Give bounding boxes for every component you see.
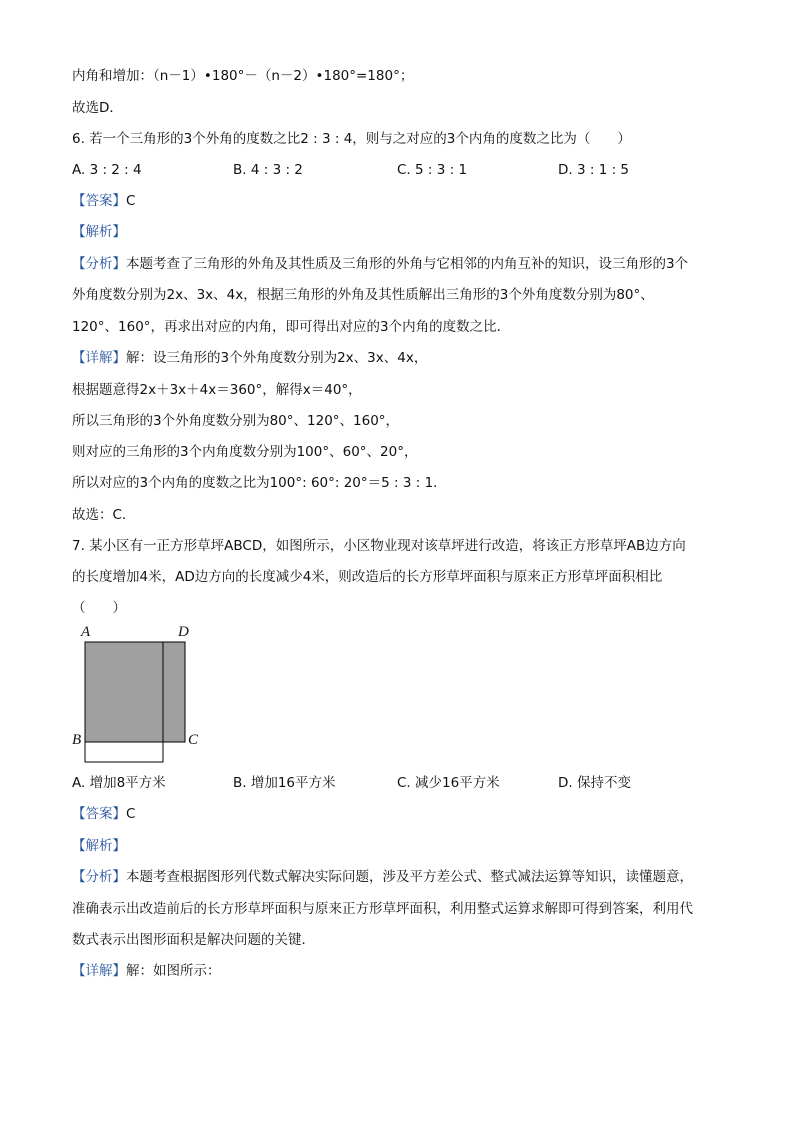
answer-tag: 【答案】 [72, 806, 126, 822]
vertex-a-label: A [81, 624, 91, 640]
text-line: 内角和增加：（n－1）•180°－（n－2）•180°=180°； [72, 68, 414, 84]
q7-fenxi-2: 准确表示出改造前后的长方形草坪面积与原来正方形草坪面积，利用整式运算求解即可得到答案，利用代 [72, 901, 693, 917]
xiangjie-tag: 【详解】 [72, 350, 126, 366]
vertex-d-label: D [178, 624, 189, 640]
q6-option-b: B. 4 : 3 : 2 [233, 162, 303, 178]
q6-xiangjie-5: 所以对应的3个内角的度数之比为100°: 60°: 20°＝5 : 3 : 1． [72, 475, 447, 491]
fenxi-text: 本题考查了三角形的外角及其性质及三角形的外角与它相邻的内角互补的知识，设三角形的3个 [126, 256, 689, 272]
analysis-tag: 【解析】 [72, 838, 126, 854]
q6-option-c: C. 5 : 3 : 1 [397, 162, 468, 178]
q6-xiangjie-4: 则对应的三角形的3个内角度数分别为100°、60°、20°， [72, 444, 418, 460]
q6-conclusion: 故选：C． [72, 507, 136, 523]
question-7-stem-3: （ ） [72, 600, 126, 616]
vertex-b-label: B [72, 732, 82, 748]
xiangjie-text: 解：如图所示： [126, 963, 221, 979]
q7-option-a: A. 增加8平方米 [72, 775, 166, 791]
question-7-stem-2: 的长度增加4米，AD边方向的长度减少4米，则改造后的长方形草坪面积与原来正方形草坪面积相比 [72, 569, 663, 585]
text-line: 故选D． [72, 100, 123, 116]
q6-fenxi-3: 120°、160°，再求出对应的内角，即可得出对应的3个内角的度数之比． [72, 319, 511, 335]
vertex-c-label: C [188, 732, 199, 748]
q6-xiangjie-3: 所以三角形的3个外角度数分别为80°、120°、160°， [72, 413, 400, 429]
q7-fenxi-1 [72, 867, 693, 887]
square-lawn-figure [70, 624, 210, 774]
q6-xiangjie-2: 根据题意得2x＋3x＋4x＝360°，解得x＝40°， [72, 382, 362, 398]
question-6-stem: 6. 若一个三角形的3个外角的度数之比2 : 3 : 4，则与之对应的3个内角的度数之比为（ ） [72, 131, 631, 147]
extension-rectangle [85, 742, 163, 762]
xiangjie-text: 解：设三角形的3个外角度数分别为2x、3x、4x， [126, 350, 428, 366]
q6-analysis-heading [72, 222, 126, 242]
xiangjie-tag: 【详解】 [72, 963, 126, 979]
q7-option-b: B. 增加16平方米 [233, 775, 336, 791]
question-7-stem-1: 7. 某小区有一正方形草坪ABCD，如图所示，小区物业现对该草坪进行改造，将该正方形草坪AB边方向 [72, 538, 686, 554]
q6-option-a: A. 3 : 2 : 4 [72, 162, 142, 178]
analysis-tag: 【解析】 [72, 224, 126, 240]
q7-option-c: C. 减少16平方米 [397, 775, 500, 791]
q7-answer [72, 804, 135, 824]
answer-tag: 【答案】 [72, 193, 126, 209]
q7-analysis-heading [72, 836, 126, 856]
q7-fenxi-3: 数式表示出图形面积是解决问题的关键． [72, 932, 315, 948]
fenxi-text: 本题考查根据图形列代数式解决实际问题，涉及平方差公式、整式减法运算等知识，读懂题意， [126, 869, 693, 885]
fenxi-tag: 【分析】 [72, 869, 126, 885]
q7-option-d: D. 保持不变 [558, 775, 631, 791]
q6-fenxi-2: 外角度数分别为2x、3x、4x，根据三角形的外角及其性质解出三角形的3个外角度数分别为80°、 [72, 287, 654, 303]
q6-answer [72, 191, 135, 211]
answer-value: C [126, 193, 136, 209]
square-lawn-diagram [70, 624, 210, 774]
q6-fenxi-1 [72, 254, 688, 274]
q7-xiangjie-1 [72, 961, 221, 981]
q6-option-d: D. 3 : 1 : 5 [558, 162, 630, 178]
answer-value: C [126, 806, 136, 822]
fenxi-tag: 【分析】 [72, 256, 126, 272]
q6-xiangjie-1 [72, 348, 427, 368]
original-square-abcd [85, 642, 185, 742]
